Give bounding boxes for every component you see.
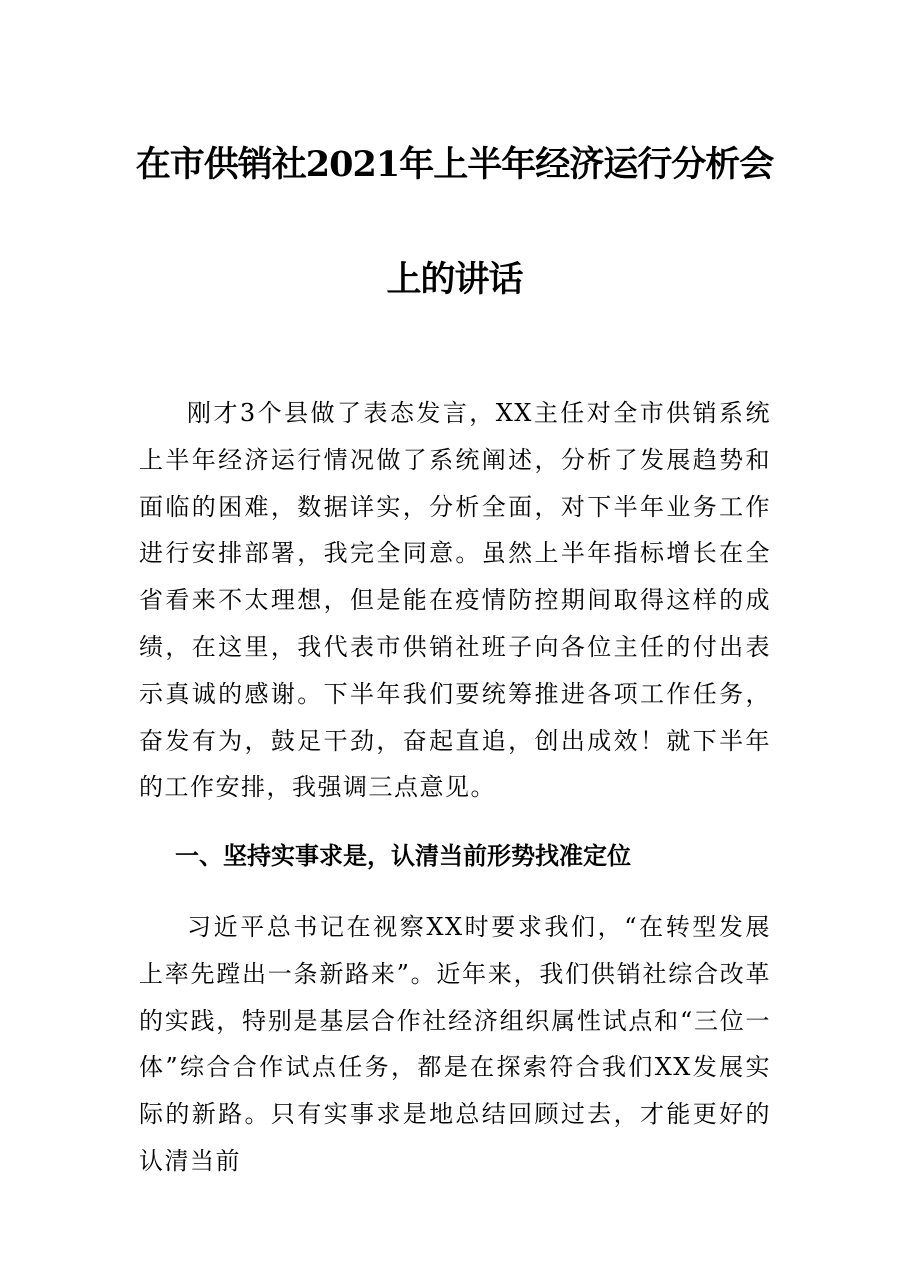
section-heading-1: 一、坚持实事求是，认清当前形势找准定位 — [175, 841, 631, 870]
body-paragraph-2: 习近平总书记在视察XX时要求我们，“在转型发展上率先蹚出一条新路来”。近年来，我们供销社综合改革的实践，特别是基层合作社经济组织属性试点和“三位一体”综合合作试点任务，都是在探索符合我们XX发展实际的新路。只有实事求是地总结回顾过去，才能更好的认清当前 — [139, 913, 771, 1175]
document-title-line-2: 上的讲话 — [386, 259, 523, 300]
body-paragraph-1: 刚才3个县做了表态发言，XX主任对全市供销系统上半年经济运行情况做了系统阐述，分析了发展趋势和面临的困难，数据详实，分析全面，对下半年业务工作进行安排部署，我完全同意。虽然上半年指标增长在全省看来不太理想，但是能在疫情防控期间取得这样的成绩，在这里，我代表市供销社班子向各位主任的付出表示真诚的感谢。下半年我们要统筹推进各项工作任务，奋发有为，鼓足干劲，奋起直追，创出成效！就下半年的工作安排，我强调三点意见。 — [139, 399, 771, 802]
document-title-line-1: 在市供销社2021年上半年经济运行分析会 — [135, 144, 774, 185]
